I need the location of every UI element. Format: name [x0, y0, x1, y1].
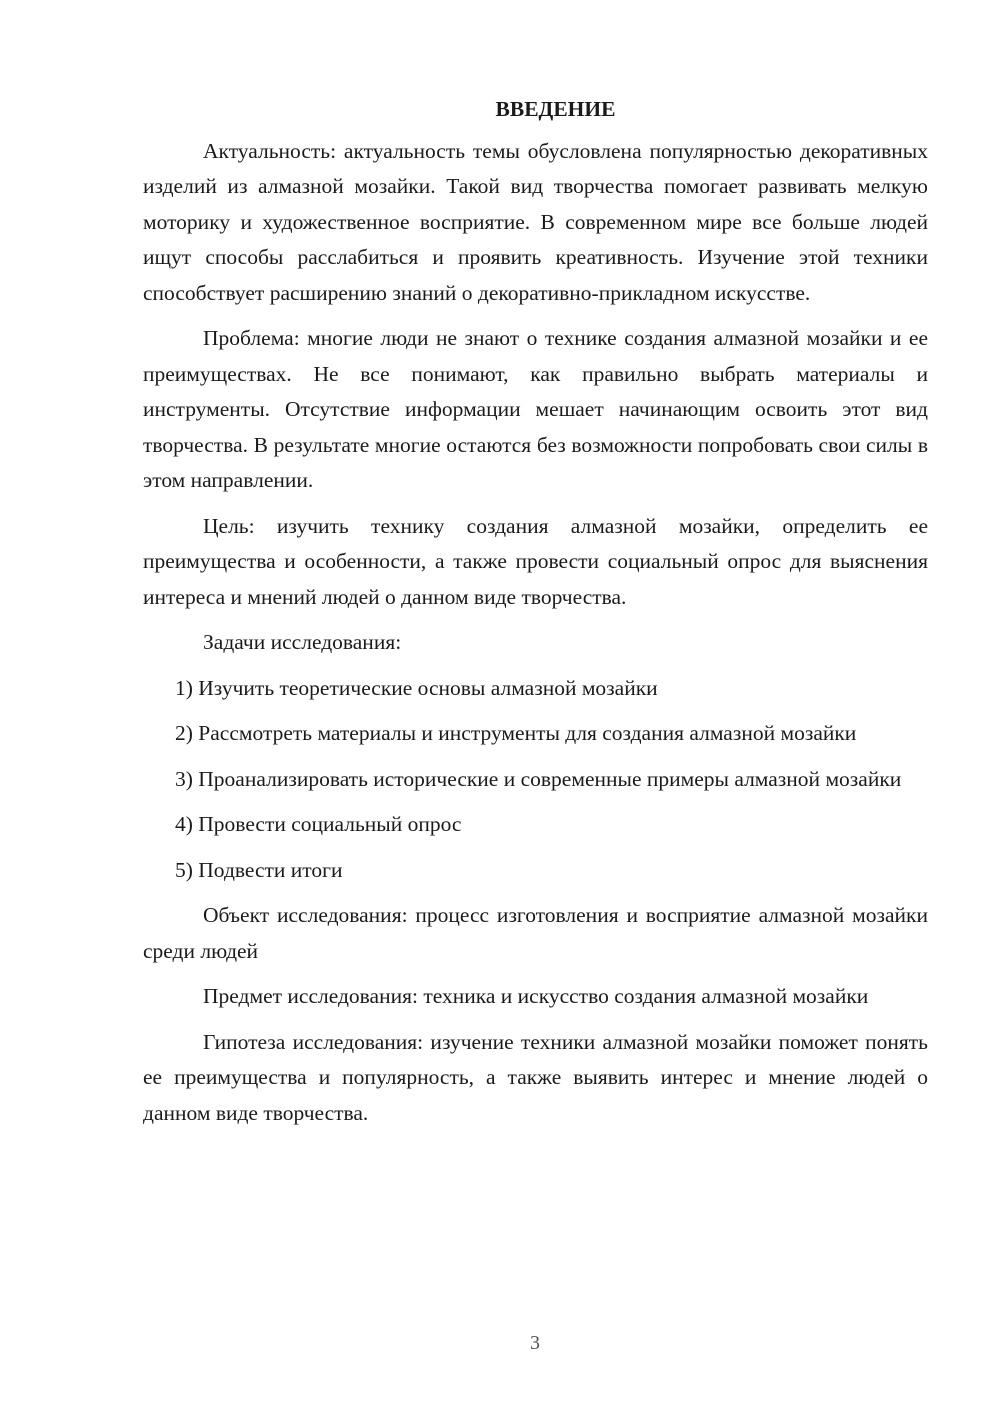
document-page [143, 92, 928, 1141]
section-heading: ВВЕДЕНИЕ [495, 97, 616, 121]
paragraph-hypothesis: Гипотеза исследования: изучение техники алмазной мозайки поможет понять ее преимущества и популярность, а также выявить интерес и мнение людей о данном виде творчества. [143, 1029, 928, 1125]
task-item-1: 1) Изучить теоретические основы алмазной мозайки [175, 675, 658, 700]
task-item-3: 3) Проанализировать исторические и современные примеры алмазной мозайки [175, 766, 902, 791]
paragraph-goal: Цель: изучить технику создания алмазной мозайки, определить ее преимущества и особенности, а также провести социальный опрос для выяснения интереса и мнений людей о данном виде творчества. [143, 513, 928, 609]
task-item-2: 2) Рассмотреть материалы и инструменты для создания алмазной мозайки [175, 721, 857, 745]
paragraph-tasks-title: Задачи исследования: [203, 630, 402, 654]
task-item-4: 4) Провести социальный опрос [175, 812, 462, 836]
page-number: 3 [530, 1332, 540, 1354]
paragraph-object: Объект исследования: процесс изготовления и восприятие алмазной мозайки среди людей [143, 903, 928, 963]
paragraph-subject: Предмет исследования: техника и искусство создания алмазной мозайки [203, 984, 869, 1008]
task-item-5: 5) Подвести итоги [175, 857, 343, 882]
paragraph-problem: Проблема: многие люди не знают о технике создания алмазной мозайки и ее преимуществах. Не все понимают, как правильно выбрать материалы и инструменты. Отсутствие информации мешает начинающим освоить этот вид творчества. В результате многие остаются без возможности попробовать свои силы в этом направлении. [143, 326, 928, 492]
paragraph-relevance: Актуальность: актуальность темы обусловлена популярностью декоративных изделий из алмазной мозайки. Такой вид творчества помогает развивать мелкую моторику и художественное восприятие. В современном мире все больше людей ищут способы расслабиться и проявить креативность. Изучение этой техники способствует расширению знаний о декоративно-прикладном искусстве. [143, 138, 928, 305]
